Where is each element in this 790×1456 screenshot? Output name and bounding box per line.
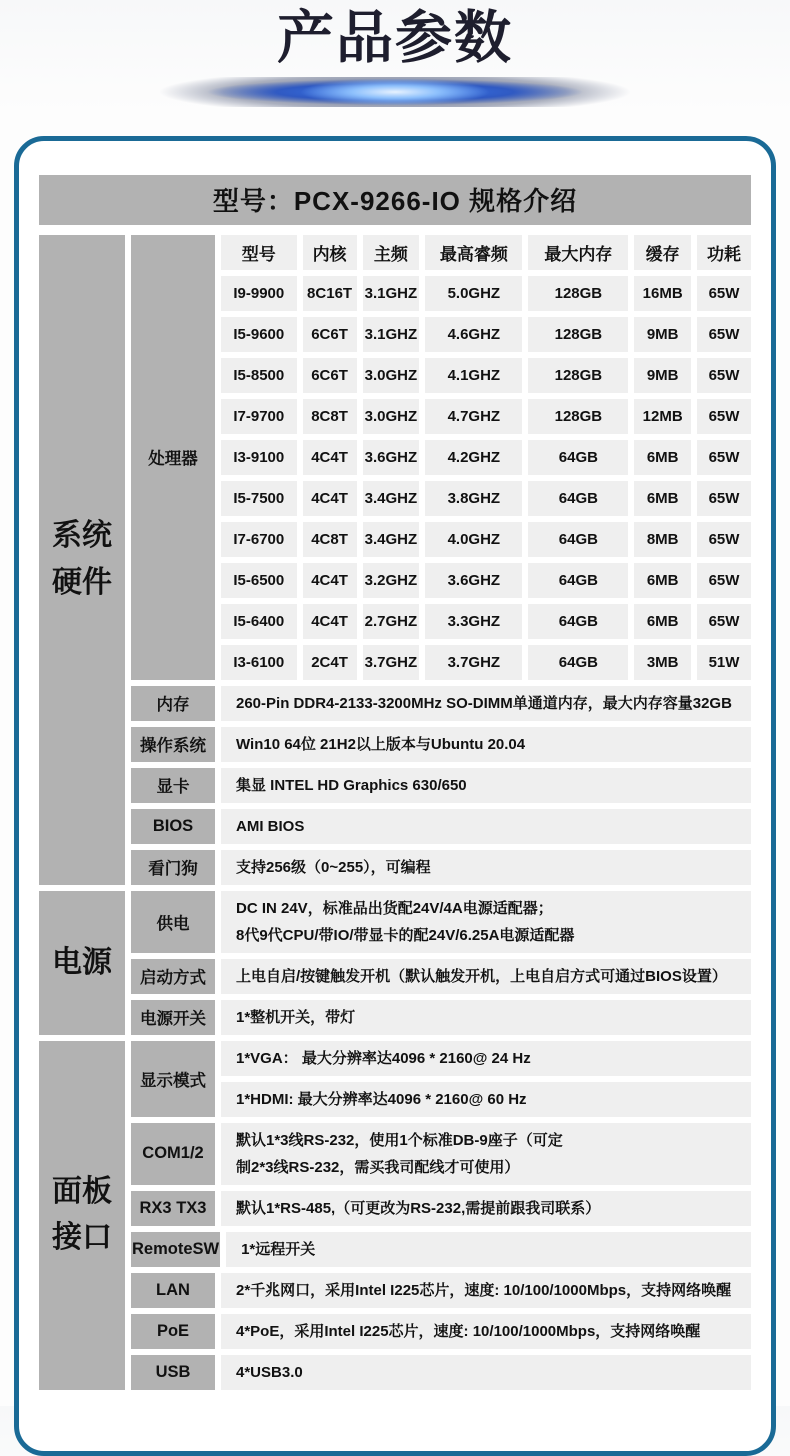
value-line: 4*USB3.0 (236, 1363, 303, 1381)
value-line: Win10 64位 21H2以上版本与Ubuntu 20.04 (236, 735, 526, 753)
cpu-cell: 5.0GHZ (425, 276, 522, 311)
spec-row (131, 1273, 751, 1308)
cpu-cell: 128GB (528, 276, 628, 311)
cpu-cell: 3.4GHZ (363, 522, 420, 557)
value-cell (221, 1123, 751, 1185)
cpu-cell: 6C6T (303, 317, 357, 352)
section-label (39, 1041, 125, 1390)
row-label: 显卡 (131, 768, 215, 803)
value-line: DC IN 24V，标准品出货配24V/4A电源适配器； (236, 899, 553, 917)
cpu-cell: 3.4GHZ (363, 481, 420, 516)
cpu-cell: 64GB (528, 645, 628, 680)
cpu-cell: 65W (697, 522, 751, 557)
cpu-cell: I7-6700 (221, 522, 297, 557)
cpu-cell: I5-8500 (221, 358, 297, 393)
cpu-cell: 2.7GHZ (363, 604, 420, 639)
value-cell (221, 1000, 751, 1035)
cpu-header-cell: 功耗 (697, 235, 751, 270)
value-cell (221, 959, 751, 994)
cpu-cell: 3.1GHZ (363, 317, 420, 352)
row-values (221, 850, 751, 885)
row-values (221, 686, 751, 721)
cpu-cell: 6MB (634, 563, 691, 598)
cpu-cell: 3.3GHZ (425, 604, 522, 639)
value-line: 260-Pin DDR4-2133-3200MHz SO-DIMM单通道内存，最大内存容量32GB (236, 694, 732, 712)
section-label-line: 面板 (52, 1174, 112, 1208)
value-cell (221, 1314, 751, 1349)
row-label: COM1/2 (131, 1123, 215, 1185)
row-values (221, 1041, 751, 1117)
row-label: RemoteSW (131, 1232, 220, 1267)
section-label-line: 系统 (52, 519, 112, 553)
value-cell (221, 1191, 751, 1226)
cpu-cell: 65W (697, 481, 751, 516)
section-label (39, 235, 125, 885)
cpu-cell: 3.0GHZ (363, 399, 420, 434)
cpu-cell: 64GB (528, 481, 628, 516)
cpu-header-cell: 内核 (303, 235, 357, 270)
value-line: 1*整机开关，带灯 (236, 1008, 356, 1026)
row-values (221, 1123, 751, 1185)
row-values (221, 1314, 751, 1349)
cpu-cell: 6MB (634, 604, 691, 639)
row-label: BIOS (131, 809, 215, 844)
cpu-cell: 4.0GHZ (425, 522, 522, 557)
cpu-cell: 64GB (528, 604, 628, 639)
spec-row (131, 1314, 751, 1349)
cpu-cell: I7-9700 (221, 399, 297, 434)
spec-row (131, 891, 751, 953)
spec-row (131, 686, 751, 721)
cpu-cell: 3.0GHZ (363, 358, 420, 393)
spec-row (131, 768, 751, 803)
spec-row (131, 235, 751, 680)
section-rows (131, 891, 751, 1035)
cpu-cell: 4.1GHZ (425, 358, 522, 393)
section-label (39, 891, 125, 1035)
cpu-cell: I3-9100 (221, 440, 297, 475)
row-label: 看门狗 (131, 850, 215, 885)
cpu-header-cell: 最大内存 (528, 235, 628, 270)
value-cell (221, 1082, 751, 1117)
row-values (221, 727, 751, 762)
value-line: 默认1*3线RS-232，使用1个标准DB-9座子（可定 (236, 1131, 563, 1149)
lens-flare-divider (100, 77, 690, 107)
cpu-cell: 65W (697, 317, 751, 352)
value-line: 1*VGA： 最大分辨率达4096 * 2160@ 24 Hz (236, 1049, 531, 1067)
cpu-cell: 2C4T (303, 645, 357, 680)
value-line: 支持256级（0~255），可编程 (236, 858, 431, 876)
row-values (221, 891, 751, 953)
value-cell (221, 891, 751, 953)
spec-row (131, 1232, 751, 1267)
value-cell (226, 1232, 751, 1267)
value-line: 4*PoE，采用Intel I225芯片，速度: 10/100/1000Mbps，支持网络唤醒 (236, 1322, 701, 1340)
cpu-cell: 3.2GHZ (363, 563, 420, 598)
value-line: 上电自启/按键触发开机（默认触发开机，上电自启方式可通过BIOS设置） (236, 967, 727, 985)
cpu-cell: 8MB (634, 522, 691, 557)
value-line: AMI BIOS (236, 817, 305, 835)
cpu-cell: I3-6100 (221, 645, 297, 680)
value-line: 2*千兆网口，采用Intel I225芯片，速度: 10/100/1000Mbps，支持网络唤醒 (236, 1281, 732, 1299)
row-label: LAN (131, 1273, 215, 1308)
cpu-cell: 6MB (634, 440, 691, 475)
row-label: 内存 (131, 686, 215, 721)
spec-row (131, 809, 751, 844)
section-label-line: 硬件 (52, 565, 112, 599)
cpu-cell: I5-9600 (221, 317, 297, 352)
row-label: 操作系统 (131, 727, 215, 762)
section (39, 891, 751, 1035)
cpu-cell: 4C4T (303, 481, 357, 516)
cpu-cell: 6C6T (303, 358, 357, 393)
value-cell (221, 809, 751, 844)
cpu-cell: 3MB (634, 645, 691, 680)
section-label-line: 电源 (52, 945, 112, 979)
value-cell (221, 1041, 751, 1076)
section-rows (131, 235, 751, 885)
cpu-header-cell: 缓存 (634, 235, 691, 270)
value-line: 集显 INTEL HD Graphics 630/650 (236, 776, 467, 794)
spec-row (131, 1355, 751, 1390)
cpu-cell: 4C8T (303, 522, 357, 557)
cpu-cell: 3.8GHZ (425, 481, 522, 516)
value-cell (221, 850, 751, 885)
cpu-header-cell: 型号 (221, 235, 297, 270)
row-values (221, 959, 751, 994)
row-values (221, 1191, 751, 1226)
row-label: RX3 TX3 (131, 1191, 215, 1226)
cpu-cell: 8C16T (303, 276, 357, 311)
cpu-cell: 4C4T (303, 563, 357, 598)
cpu-cell: 65W (697, 276, 751, 311)
cpu-cell: 51W (697, 645, 751, 680)
cpu-cell: 4.2GHZ (425, 440, 522, 475)
cpu-cell: 65W (697, 358, 751, 393)
row-label: 处理器 (131, 235, 215, 680)
row-label: USB (131, 1355, 215, 1390)
cpu-header-cell: 最高睿频 (425, 235, 522, 270)
row-label: 显示模式 (131, 1041, 215, 1117)
row-values (221, 1355, 751, 1390)
row-label: PoE (131, 1314, 215, 1349)
cpu-cell: 128GB (528, 358, 628, 393)
cpu-cell: 9MB (634, 358, 691, 393)
value-cell (221, 1273, 751, 1308)
value-cell (221, 727, 751, 762)
spec-row (131, 1123, 751, 1185)
panel-header: 型号：PCX-9266-IO 规格介绍 (39, 175, 751, 225)
value-line: 默认1*RS-485,（可更改为RS-232,需提前跟我司联系） (236, 1199, 601, 1217)
cpu-cell: 4C4T (303, 604, 357, 639)
cpu-table (221, 235, 751, 680)
cpu-cell: 3.7GHZ (425, 645, 522, 680)
section (39, 235, 751, 885)
spec-row (131, 1041, 751, 1117)
cpu-cell: 128GB (528, 399, 628, 434)
cpu-cell: 3.1GHZ (363, 276, 420, 311)
cpu-cell: 6MB (634, 481, 691, 516)
cpu-cell: 12MB (634, 399, 691, 434)
cpu-cell: 64GB (528, 563, 628, 598)
value-cell (221, 768, 751, 803)
cpu-cell: 3.6GHZ (363, 440, 420, 475)
cpu-cell: 64GB (528, 522, 628, 557)
row-values (221, 809, 751, 844)
cpu-cell: 4.6GHZ (425, 317, 522, 352)
spec-row (131, 959, 751, 994)
cpu-cell: 16MB (634, 276, 691, 311)
cpu-cell: I9-9900 (221, 276, 297, 311)
row-label: 供电 (131, 891, 215, 953)
cpu-cell: 4C4T (303, 440, 357, 475)
cpu-cell: 128GB (528, 317, 628, 352)
row-label: 电源开关 (131, 1000, 215, 1035)
cpu-cell: I5-6400 (221, 604, 297, 639)
cpu-cell: 3.6GHZ (425, 563, 522, 598)
section-rows (131, 1041, 751, 1390)
cpu-cell: I5-6500 (221, 563, 297, 598)
cpu-header-cell: 主频 (363, 235, 420, 270)
cpu-cell: 3.7GHZ (363, 645, 420, 680)
spec-row (131, 1000, 751, 1035)
row-label: 启动方式 (131, 959, 215, 994)
value-cell (221, 1355, 751, 1390)
row-values (226, 1232, 751, 1267)
section-label-line: 接口 (52, 1221, 112, 1255)
value-line: 8代9代CPU/带IO/带显卡的配24V/6.25A电源适配器 (236, 926, 575, 944)
section (39, 1041, 751, 1390)
value-line: 1*HDMI: 最大分辨率达4096 * 2160@ 60 Hz (236, 1090, 527, 1108)
row-values (221, 1273, 751, 1308)
cpu-cell: 65W (697, 563, 751, 598)
cpu-cell: 65W (697, 604, 751, 639)
row-values (221, 768, 751, 803)
row-values (221, 1000, 751, 1035)
cpu-cell: 65W (697, 399, 751, 434)
value-line: 1*远程开关 (241, 1240, 316, 1258)
cpu-cell: 4.7GHZ (425, 399, 522, 434)
spec-row (131, 727, 751, 762)
spec-sections (39, 235, 751, 1390)
cpu-cell: 65W (697, 440, 751, 475)
cpu-cell: 64GB (528, 440, 628, 475)
spec-panel (14, 136, 776, 1456)
cpu-cell: 9MB (634, 317, 691, 352)
spec-row (131, 850, 751, 885)
cpu-cell: 8C8T (303, 399, 357, 434)
value-line: 制2*3线RS-232，需买我司配线才可使用） (236, 1158, 520, 1176)
page-title: 产品参数 (277, 6, 513, 70)
cpu-cell: I5-7500 (221, 481, 297, 516)
value-cell (221, 686, 751, 721)
spec-row (131, 1191, 751, 1226)
